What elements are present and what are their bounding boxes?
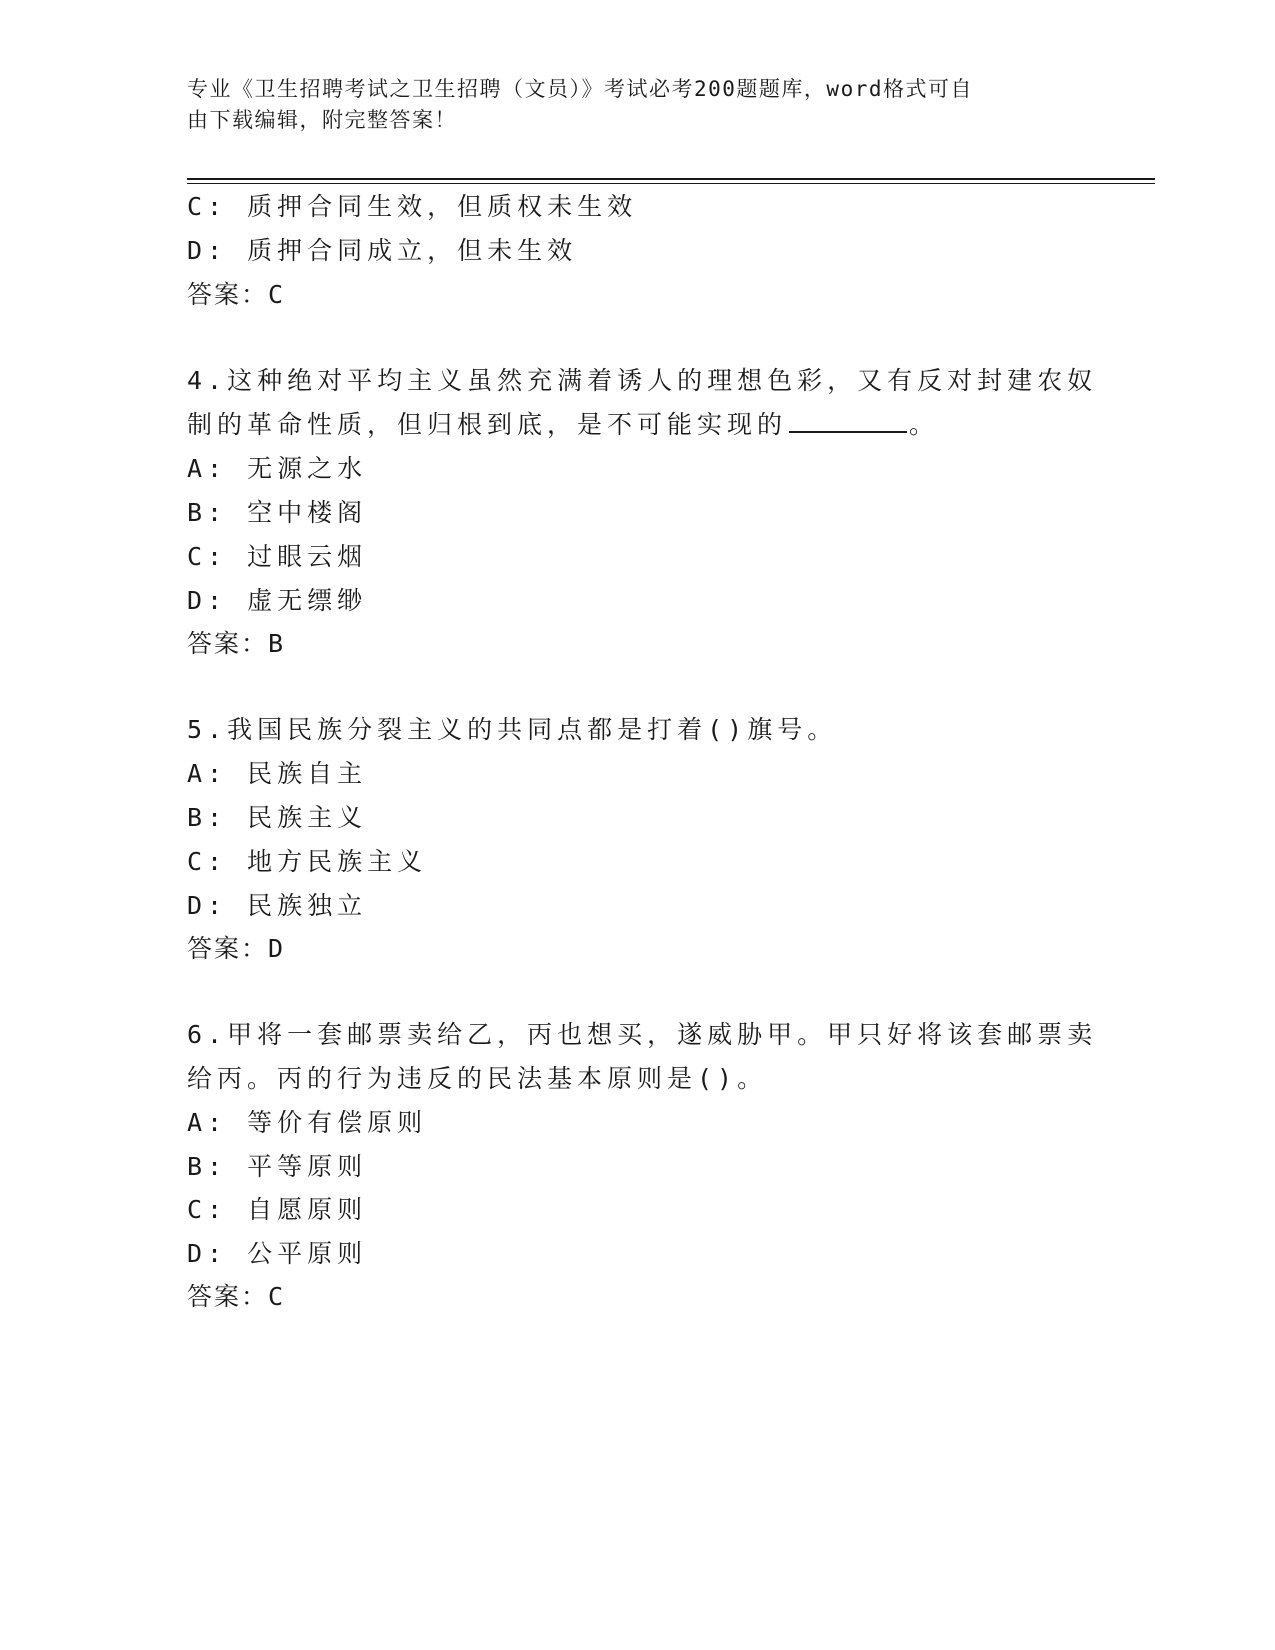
q6-question-line-1: 6.甲将一套邮票卖给乙，丙也想买，遂威胁甲。甲只好将该套邮票卖 xyxy=(187,1020,1098,1049)
q4-option-b: B: 空中楼阁 xyxy=(187,498,368,527)
document-header xyxy=(187,74,1067,136)
q5-option-c: C: 地方民族主义 xyxy=(187,847,428,876)
header-divider-thick xyxy=(187,178,1155,180)
q6-answer: 答案：C xyxy=(187,1282,286,1311)
q5-option-a: A: 民族自主 xyxy=(187,759,368,788)
q5-option-d: D: 民族独立 xyxy=(187,891,368,920)
q6-question-line-2: 给丙。丙的行为违反的民法基本原则是()。 xyxy=(187,1064,768,1093)
fill-in-blank xyxy=(789,431,907,433)
q5-option-b: B: 民族主义 xyxy=(187,803,368,832)
q4-question-line-2 xyxy=(187,410,939,440)
q4-answer: 答案：B xyxy=(187,629,286,658)
q6-option-a: A: 等价有偿原则 xyxy=(187,1108,428,1137)
q4-question-line-1: 4.这种绝对平均主义虽然充满着诱人的理想色彩，又有反对封建农奴 xyxy=(187,366,1098,395)
q3-option-c: C: 质押合同生效，但质权未生效 xyxy=(187,192,638,221)
q3-answer: 答案：C xyxy=(187,280,286,309)
q4-option-c: C: 过眼云烟 xyxy=(187,542,368,571)
q4-question-line-2-text: 制的革命性质，但归根到底，是不可能实现的 xyxy=(187,410,788,439)
q5-answer: 答案：D xyxy=(187,934,286,963)
q4-option-a: A: 无源之水 xyxy=(187,454,368,483)
q6-option-c: C: 自愿原则 xyxy=(187,1195,368,1224)
header-line-2: 由下载编辑，附完整答案！ xyxy=(187,108,457,132)
q4-option-d: D: 虚无缥缈 xyxy=(187,586,368,615)
q6-option-b: B: 平等原则 xyxy=(187,1152,368,1181)
q6-option-d: D: 公平原则 xyxy=(187,1239,368,1268)
q4-question-line-2-end: 。 xyxy=(909,410,940,439)
q3-option-d: D: 质押合同成立，但未生效 xyxy=(187,236,578,265)
header-line-1: 专业《卫生招聘考试之卫生招聘（文员）》考试必考200题题库，word格式可自 xyxy=(187,77,973,101)
header-divider-thin xyxy=(187,183,1155,184)
q5-question-line-1: 5.我国民族分裂主义的共同点都是打着()旗号。 xyxy=(187,715,838,744)
